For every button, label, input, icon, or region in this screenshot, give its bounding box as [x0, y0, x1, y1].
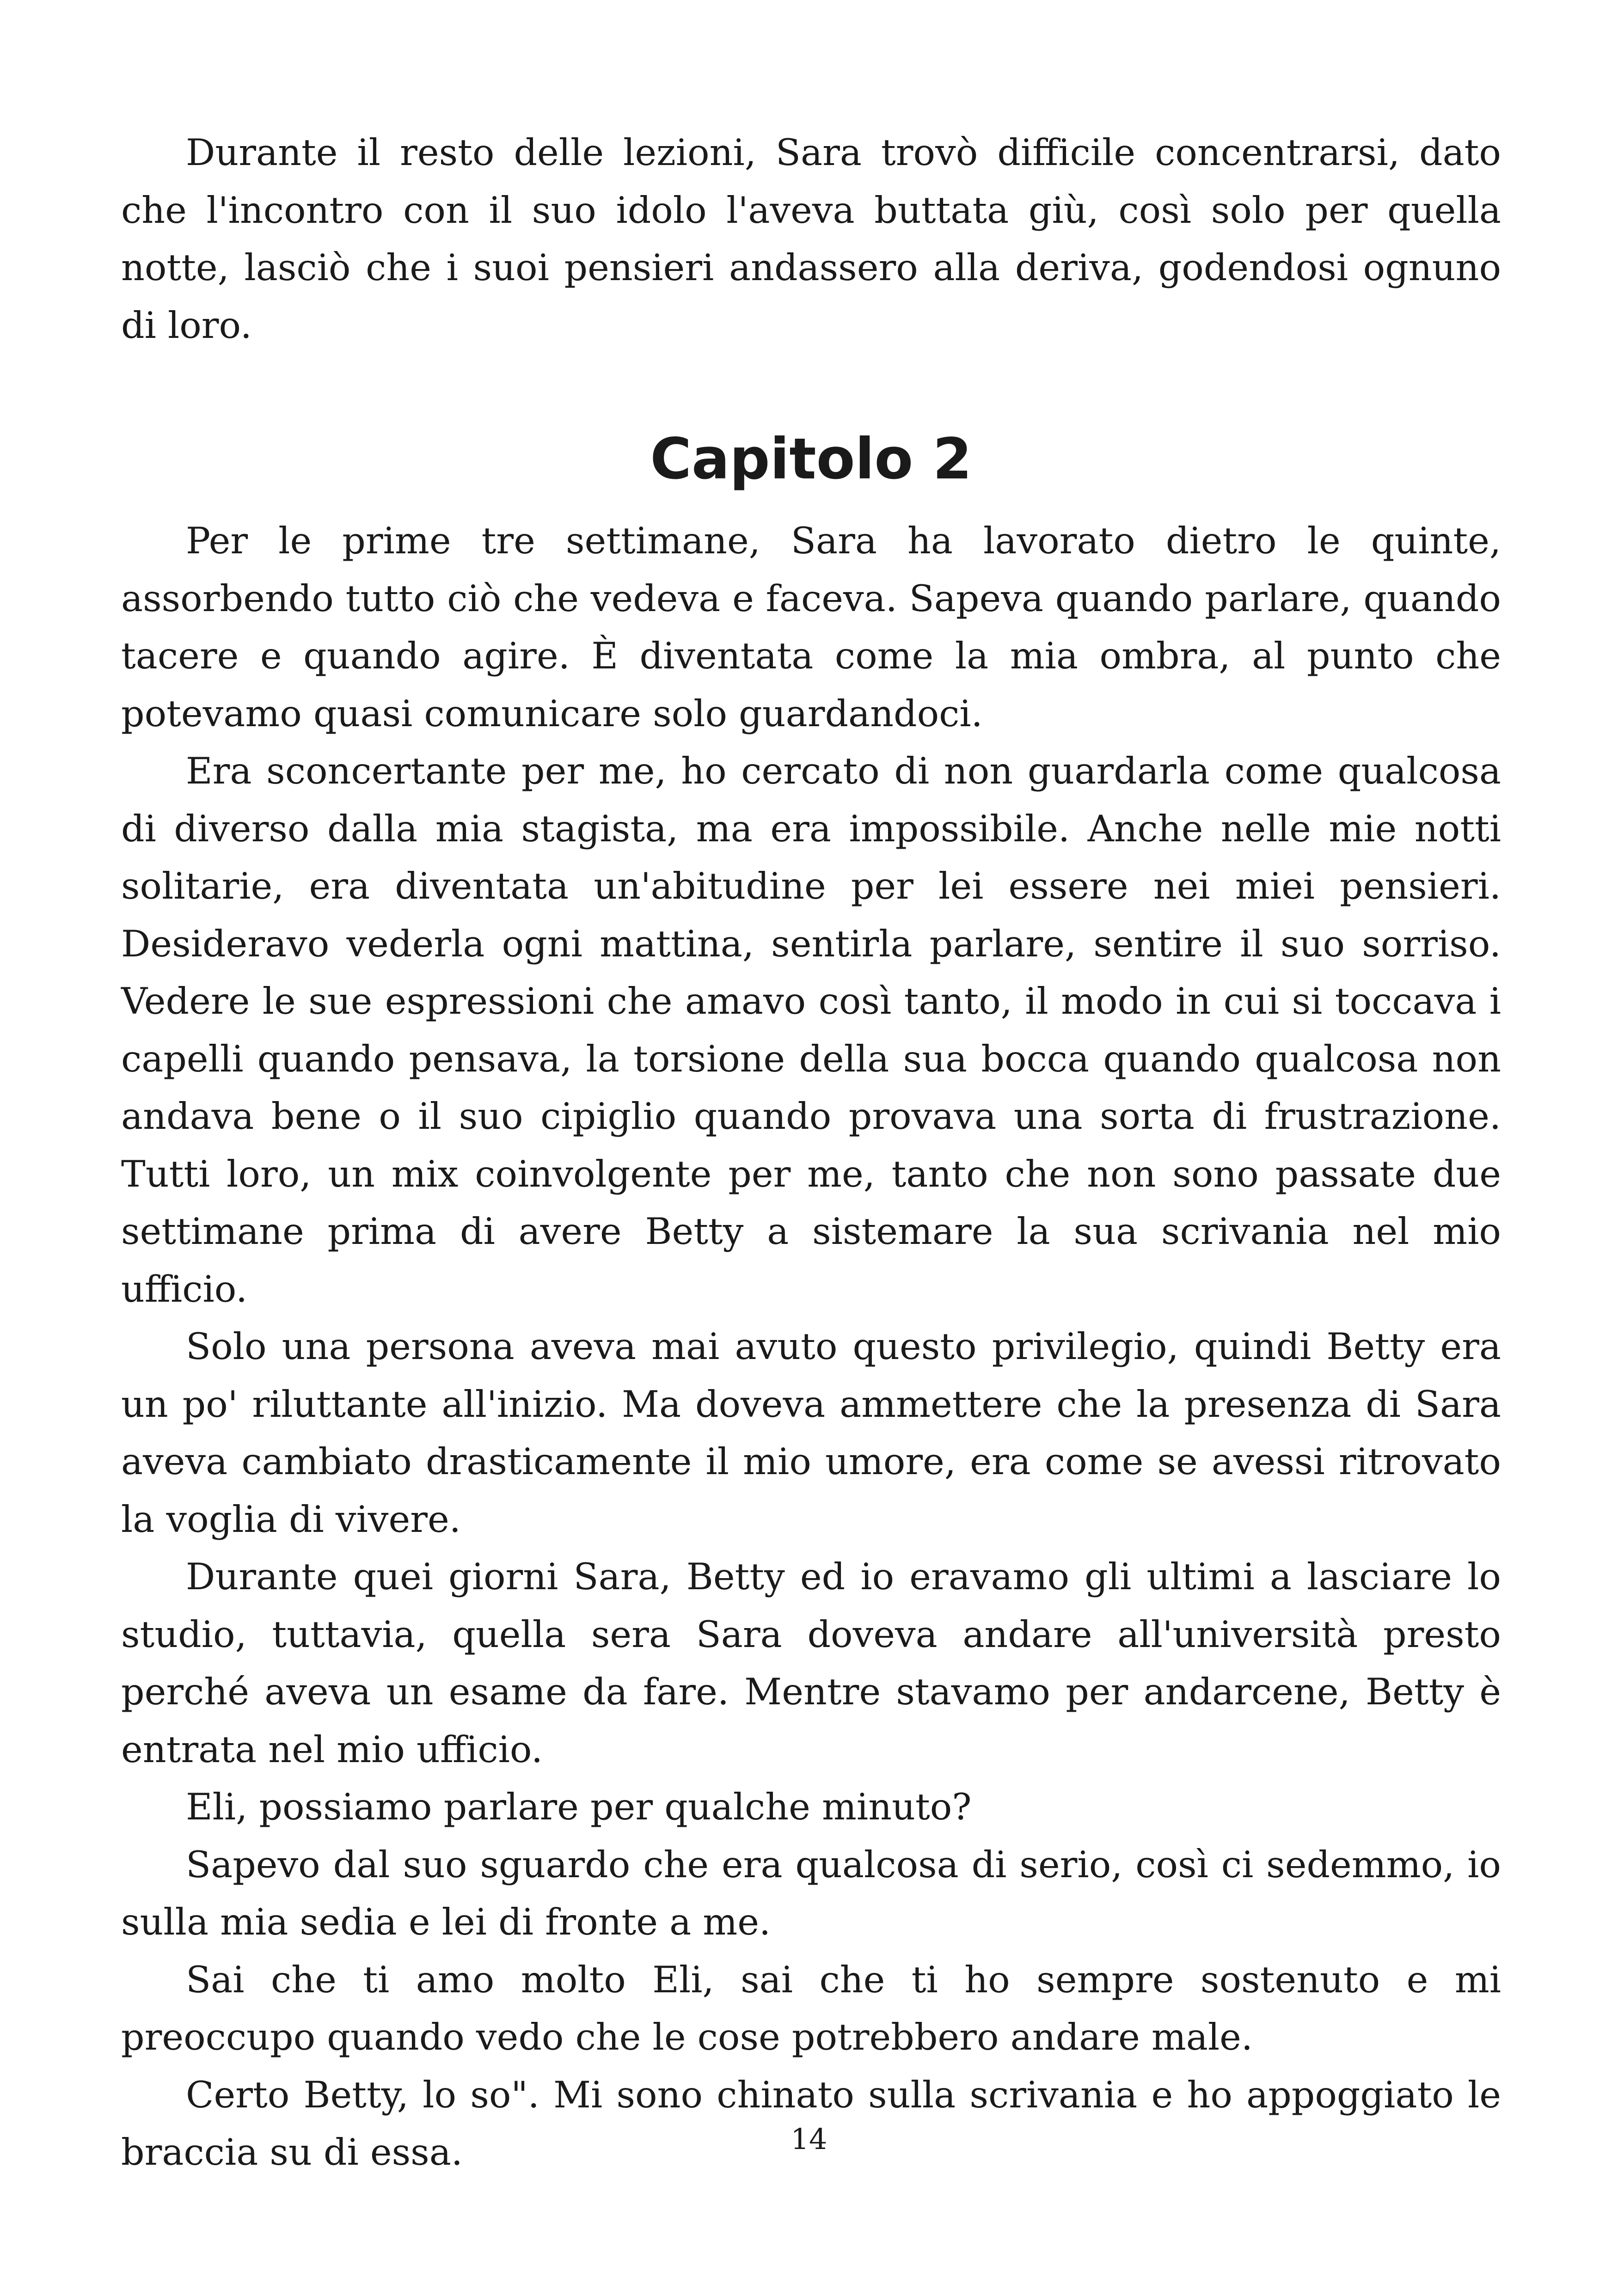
paragraph: Solo una persona aveva mai avuto questo privilegio, quindi Betty era un po' riluttante all'inizio. Ma doveva ammettere che la presenza di Sara aveva cambiato drasticamente il mio umore, era come se avessi ritrovato la voglia di vivere.: [121, 1325, 1501, 1541]
page-number: 14: [791, 2122, 827, 2156]
chapter-body: [121, 512, 1501, 2181]
paragraph: Durante il resto delle lezioni, Sara trovò difficile concentrarsi, dato che l'incontro con il suo idolo l'aveva buttata giù, così solo per quella notte, lasciò che i suoi pensieri andassero alla deriva, godendosi ognuno di loro.: [121, 131, 1501, 347]
paragraph: Era sconcertante per me, ho cercato di non guardarla come qualcosa di diverso dalla mia stagista, ma era impossibile. Anche nelle mie notti solitarie, era diventata un'abitudine per lei essere nei miei pensieri. Desideravo vederla ogni mattina, sentirla parlare, sentire il suo sorriso. Vedere le sue espressioni che amavo così tanto, il modo in cui si toccava i capelli quando pensava, la torsione della sua bocca quando qualcosa non andava bene o il suo cipiglio quando provava una sorta di frustrazione. Tutti loro, un mix coinvolgente per me, tanto che non sono passate due settimane prima di avere Betty a sistemare la sua scrivania nel mio ufficio.: [121, 750, 1501, 1310]
dialogue-line: Certo Betty, lo so". Mi sono chinato sulla scrivania e ho appoggiato le braccia su di essa.: [121, 2073, 1501, 2174]
paragraph: Per le prime tre settimane, Sara ha lavorato dietro le quinte, assorbendo tutto ciò che vedeva e faceva. Sapeva quando parlare, quando tacere e quando agire. È diventata come la mia ombra, al punto che potevamo quasi comunicare solo guardandoci.: [121, 520, 1501, 735]
previous-chapter-ending: [121, 124, 1501, 354]
dialogue-line: Eli, possiamo parlare per qualche minuto?: [186, 1786, 972, 1828]
dialogue-line: Sai che ti amo molto Eli, sai che ti ho sempre sostenuto e mi preoccupo quando vedo che le cose potrebbero andare male.: [121, 1958, 1501, 2058]
paragraph: Durante quei giorni Sara, Betty ed io eravamo gli ultimi a lasciare lo studio, tuttavia, quella sera Sara doveva andare all'università presto perché aveva un esame da fare. Mentre stavamo per andarcene, Betty è entrata nel mio ufficio.: [121, 1555, 1501, 1771]
paragraph: Sapevo dal suo sguardo che era qualcosa di serio, così ci sedemmo, io sulla mia sedia e lei di fronte a me.: [121, 1843, 1501, 1943]
chapter-title: Capitolo 2: [650, 426, 972, 492]
